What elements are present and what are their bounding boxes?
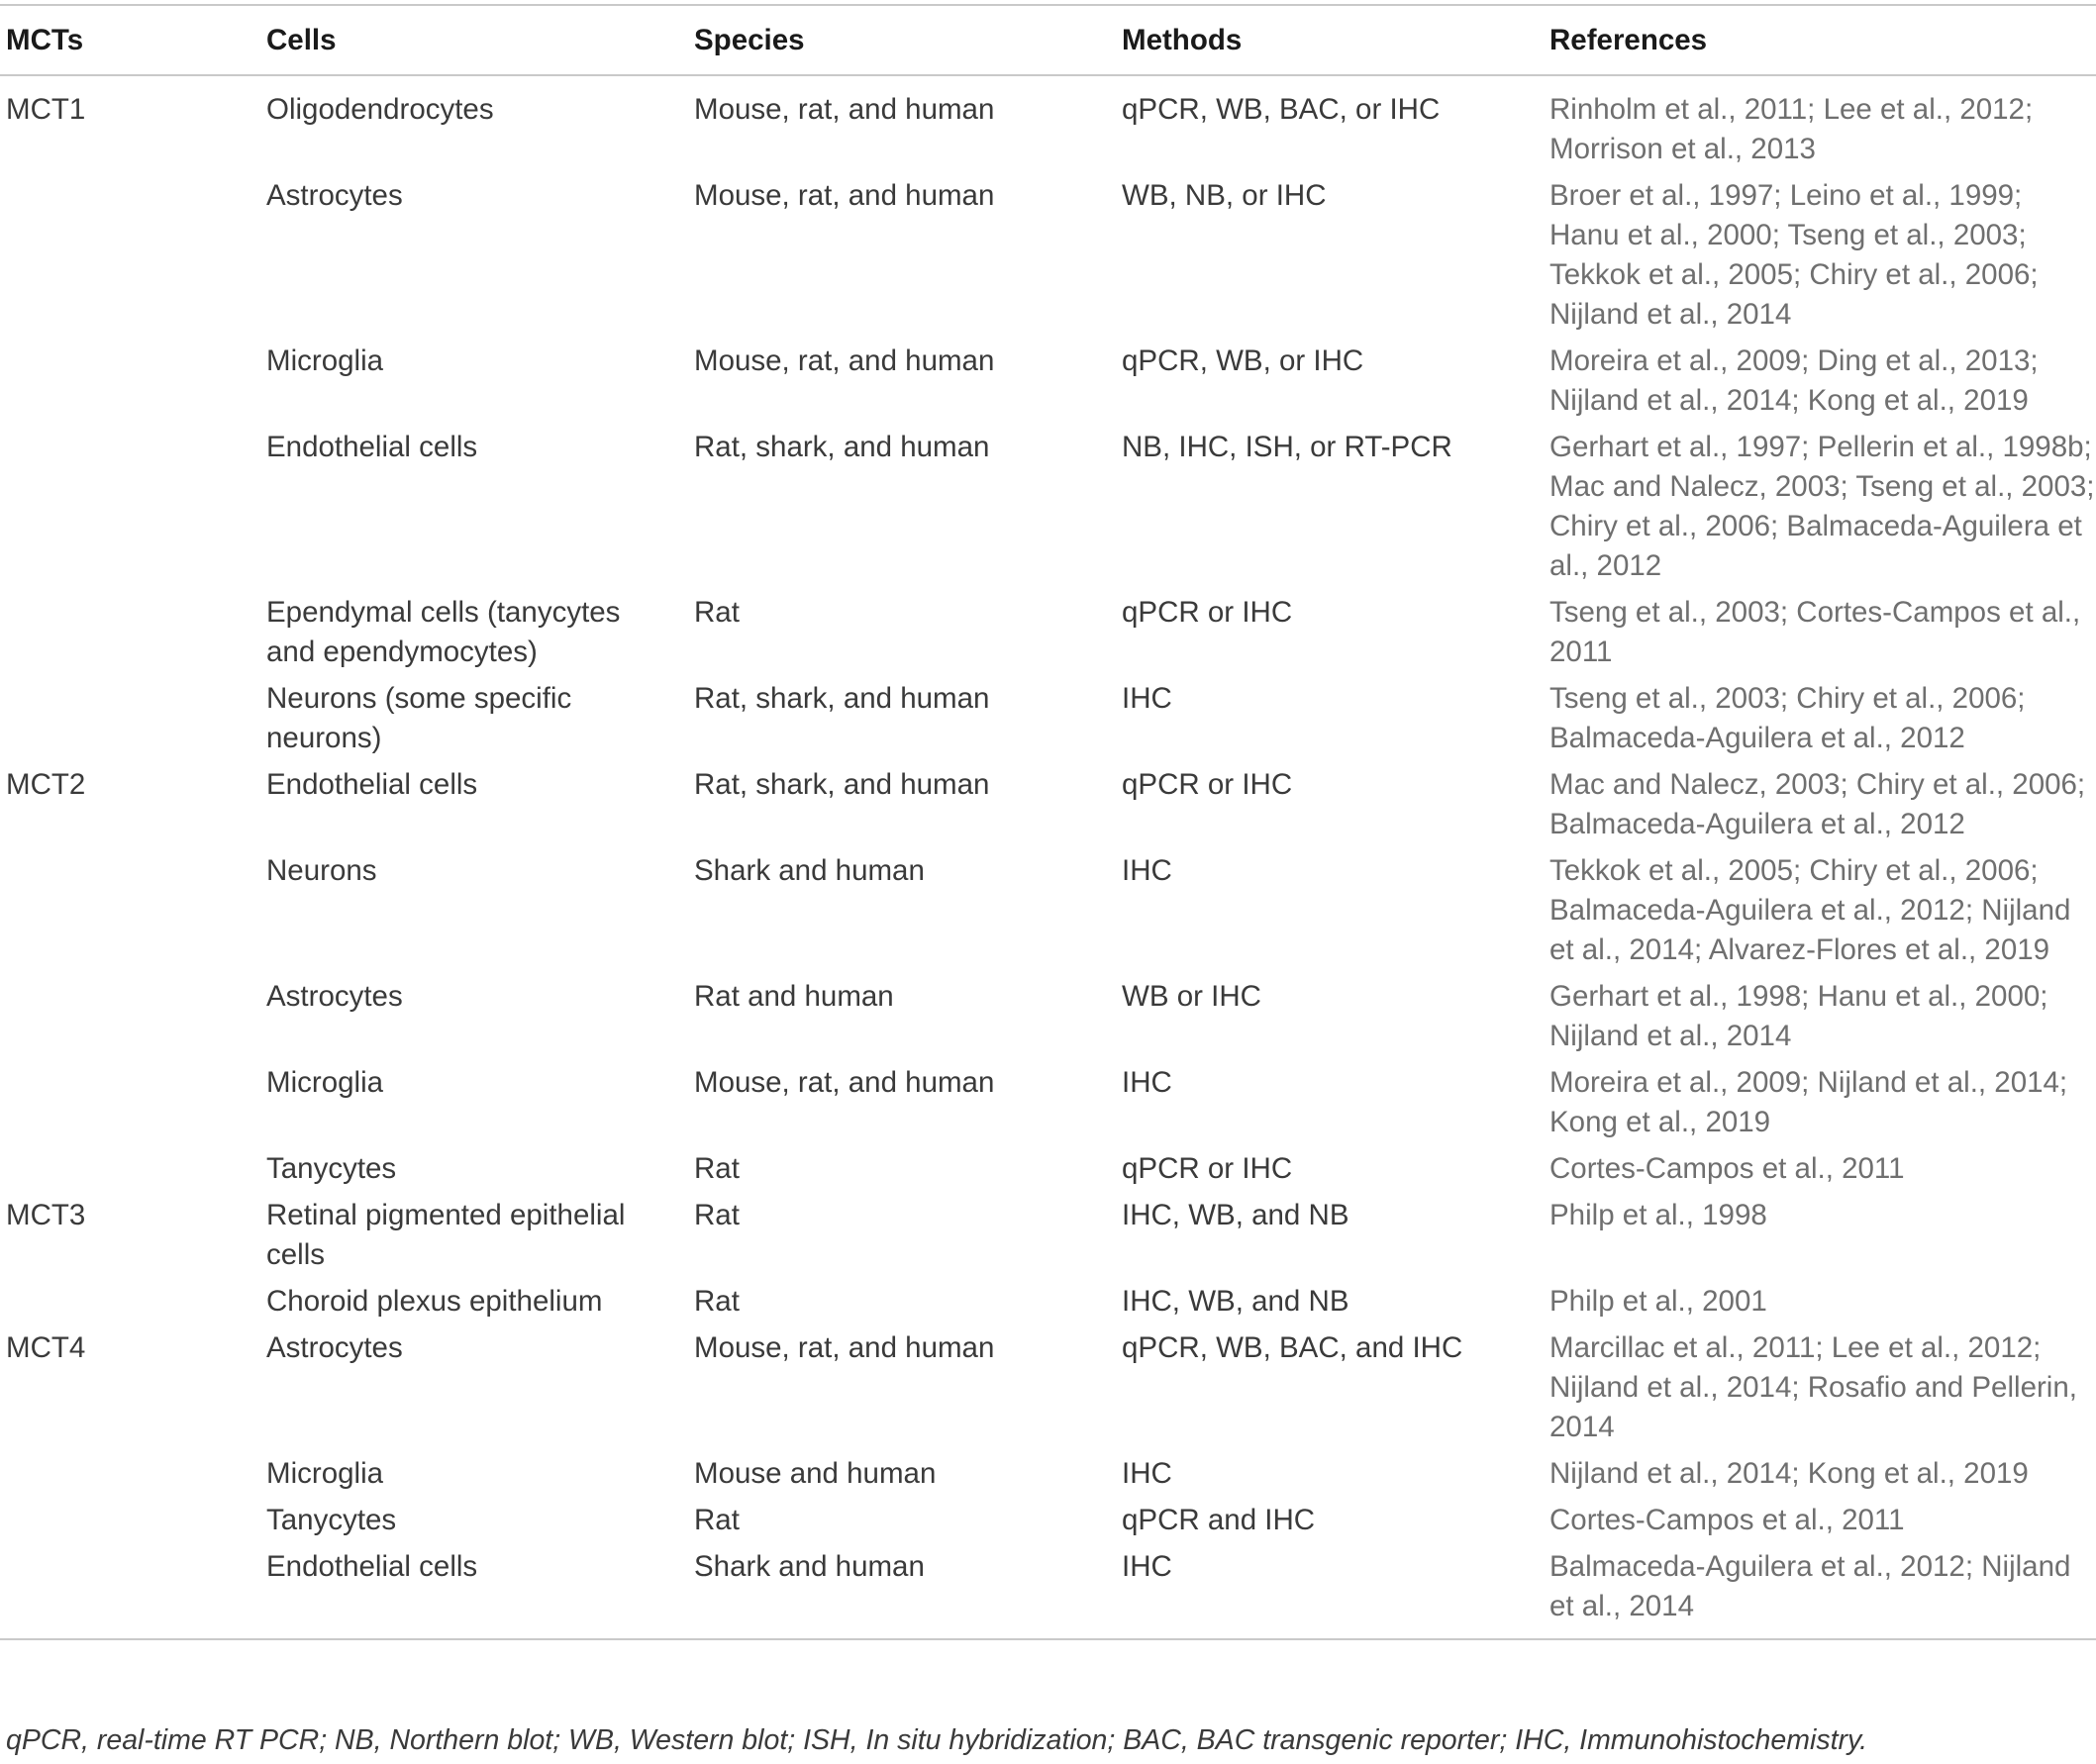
cell-type-cell: Neurons (some specific neurons) xyxy=(266,682,572,754)
methods-cell: IHC, WB, and NB xyxy=(1122,1285,1349,1318)
mct-cell xyxy=(0,428,260,593)
cell-type-cell: Endothelial cells xyxy=(266,431,478,463)
species-cell: Mouse and human xyxy=(694,1457,937,1490)
cell-type-cell: Astrocytes xyxy=(266,179,403,212)
references-cell: Rinholm et al., 2011; Lee et al., 2012; Morrison et al., 2013 xyxy=(1549,93,2034,165)
references-cell: Cortes-Campos et al., 2011 xyxy=(1549,1152,1905,1185)
table-row xyxy=(0,765,2096,851)
cell-type-cell: Microglia xyxy=(266,1457,384,1490)
methods-cell: WB or IHC xyxy=(1122,980,1261,1013)
cell-type-cell: Neurons xyxy=(266,854,377,887)
species-cell: Mouse, rat, and human xyxy=(694,93,995,126)
methods-cell: IHC, WB, and NB xyxy=(1122,1199,1349,1231)
mct-cell xyxy=(0,1454,260,1501)
table-row xyxy=(0,1196,2096,1282)
references-cell: Marcillac et al., 2011; Lee et al., 2012; Nijland et al., 2014; Rosafio and Pellerin, 2014 xyxy=(1549,1331,2077,1443)
species-cell: Mouse, rat, and human xyxy=(694,179,995,212)
methods-cell: qPCR and IHC xyxy=(1122,1504,1316,1536)
cell-type-cell: Endothelial cells xyxy=(266,1550,478,1583)
references-cell: Mac and Nalecz, 2003; Chiry et al., 2006; Balmaceda-Aguilera et al., 2012 xyxy=(1549,768,2086,840)
references-cell: Gerhart et al., 1997; Pellerin et al., 1998b; Mac and Nalecz, 2003; Tseng et al., 2003; Chiry et al., 2006; Balmaceda-Aguilera et al., 2012 xyxy=(1549,431,2095,582)
species-cell: Mouse, rat, and human xyxy=(694,1331,995,1364)
methods-cell: qPCR or IHC xyxy=(1122,768,1293,801)
references-cell: Balmaceda-Aguilera et al., 2012; Nijland et al., 2014 xyxy=(1549,1550,2071,1622)
references-cell: Tseng et al., 2003; Cortes-Campos et al., 2011 xyxy=(1549,596,2081,668)
references-cell: Tekkok et al., 2005; Chiry et al., 2006; Balmaceda-Aguilera et al., 2012; Nijland et al., 2014; Alvarez-Flores et al., 2019 xyxy=(1549,854,2071,966)
mct-cell xyxy=(0,593,260,679)
mct-cell: MCT4 xyxy=(6,1331,86,1364)
references-cell: Nijland et al., 2014; Kong et al., 2019 xyxy=(1549,1457,2029,1490)
cell-type-cell: Ependymal cells (tanycytes and ependymocytes) xyxy=(266,596,621,668)
table-row xyxy=(0,342,2096,428)
mct-cell xyxy=(0,342,260,428)
header-methods: Methods xyxy=(1122,23,1243,56)
header-mcts: MCTs xyxy=(6,23,84,56)
table-row xyxy=(0,176,2096,342)
header-references: References xyxy=(1549,23,1708,56)
mct-cell xyxy=(0,1501,260,1547)
mct-cell xyxy=(0,1063,260,1149)
cell-type-cell: Endothelial cells xyxy=(266,768,478,801)
cell-type-cell: Retinal pigmented epithelial cells xyxy=(266,1199,626,1271)
references-cell: Philp et al., 2001 xyxy=(1549,1285,1767,1318)
table-row xyxy=(0,1501,2096,1547)
species-cell: Rat and human xyxy=(694,980,894,1013)
cell-type-cell: Oligodendrocytes xyxy=(266,93,494,126)
mct-cell: MCT1 xyxy=(6,93,86,126)
header-row xyxy=(0,5,2096,75)
cell-type-cell: Tanycytes xyxy=(266,1152,397,1185)
references-cell: Philp et al., 1998 xyxy=(1549,1199,1767,1231)
table-row xyxy=(0,593,2096,679)
header-species: Species xyxy=(694,23,805,56)
table-row xyxy=(0,1454,2096,1501)
cell-type-cell: Microglia xyxy=(266,1066,384,1099)
cell-type-cell: Tanycytes xyxy=(266,1504,397,1536)
species-cell: Shark and human xyxy=(694,854,925,887)
mct-cell xyxy=(0,977,260,1063)
mct-cell xyxy=(0,679,260,765)
methods-cell: IHC xyxy=(1122,854,1172,887)
species-cell: Rat, shark, and human xyxy=(694,768,990,801)
mct-cell: MCT2 xyxy=(6,768,86,801)
cell-type-cell: Astrocytes xyxy=(266,980,403,1013)
cell-type-cell: Choroid plexus epithelium xyxy=(266,1285,603,1318)
mct-cell xyxy=(0,176,260,342)
table-bottom-rule xyxy=(0,1638,2096,1640)
references-cell: Broer et al., 1997; Leino et al., 1999; Hanu et al., 2000; Tseng et al., 2003; Tekkok et al., 2005; Chiry et al., 2006; Nijland et al., 2014 xyxy=(1549,179,2039,331)
references-cell: Moreira et al., 2009; Nijland et al., 2014; Kong et al., 2019 xyxy=(1549,1066,2068,1138)
species-cell: Rat xyxy=(694,1504,740,1536)
species-cell: Rat, shark, and human xyxy=(694,431,990,463)
methods-cell: qPCR or IHC xyxy=(1122,596,1293,629)
table-row xyxy=(0,1282,2096,1328)
references-cell: Cortes-Campos et al., 2011 xyxy=(1549,1504,1905,1536)
methods-cell: IHC xyxy=(1122,1550,1172,1583)
methods-cell: qPCR or IHC xyxy=(1122,1152,1293,1185)
table-row xyxy=(0,1149,2096,1196)
species-cell: Rat xyxy=(694,1152,740,1185)
species-cell: Mouse, rat, and human xyxy=(694,344,995,377)
methods-cell: IHC xyxy=(1122,1457,1172,1490)
species-cell: Shark and human xyxy=(694,1550,925,1583)
table-row xyxy=(0,428,2096,593)
species-cell: Mouse, rat, and human xyxy=(694,1066,995,1099)
species-cell: Rat, shark, and human xyxy=(694,682,990,715)
methods-cell: IHC xyxy=(1122,682,1172,715)
mct-cell xyxy=(0,1149,260,1196)
species-cell: Rat xyxy=(694,1199,740,1231)
table-body xyxy=(0,75,2096,1636)
table-row xyxy=(0,1063,2096,1149)
species-cell: Rat xyxy=(694,1285,740,1318)
cell-type-cell: Astrocytes xyxy=(266,1331,403,1364)
references-cell: Gerhart et al., 1998; Hanu et al., 2000; Nijland et al., 2014 xyxy=(1549,980,2048,1052)
methods-cell: WB, NB, or IHC xyxy=(1122,179,1327,212)
table-row xyxy=(0,75,2096,176)
mct-cell xyxy=(0,1547,260,1636)
methods-cell: qPCR, WB, BAC, and IHC xyxy=(1122,1331,1463,1364)
mct-expression-table xyxy=(0,4,2096,1636)
methods-cell: NB, IHC, ISH, or RT-PCR xyxy=(1122,431,1452,463)
cell-type-cell: Microglia xyxy=(266,344,384,377)
species-cell: Rat xyxy=(694,596,740,629)
methods-cell: qPCR, WB, or IHC xyxy=(1122,344,1364,377)
table-header xyxy=(0,5,2096,75)
references-cell: Moreira et al., 2009; Ding et al., 2013; Nijland et al., 2014; Kong et al., 2019 xyxy=(1549,344,2039,417)
methods-cell: IHC xyxy=(1122,1066,1172,1099)
table-row xyxy=(0,851,2096,977)
table-row xyxy=(0,977,2096,1063)
table-row xyxy=(0,1547,2096,1636)
table-row xyxy=(0,1328,2096,1454)
table-footnote: qPCR, real-time RT PCR; NB, Northern blot; WB, Western blot; ISH, In situ hybridization; BAC, BAC transgenic reporter; IHC, Immunohistochemistry. xyxy=(6,1724,1868,1756)
table-row xyxy=(0,679,2096,765)
methods-cell: qPCR, WB, BAC, or IHC xyxy=(1122,93,1441,126)
mct-cell xyxy=(0,1282,260,1328)
mct-cell xyxy=(0,851,260,977)
mct-cell: MCT3 xyxy=(6,1199,86,1231)
header-cells: Cells xyxy=(266,23,337,56)
references-cell: Tseng et al., 2003; Chiry et al., 2006; Balmaceda-Aguilera et al., 2012 xyxy=(1549,682,2026,754)
